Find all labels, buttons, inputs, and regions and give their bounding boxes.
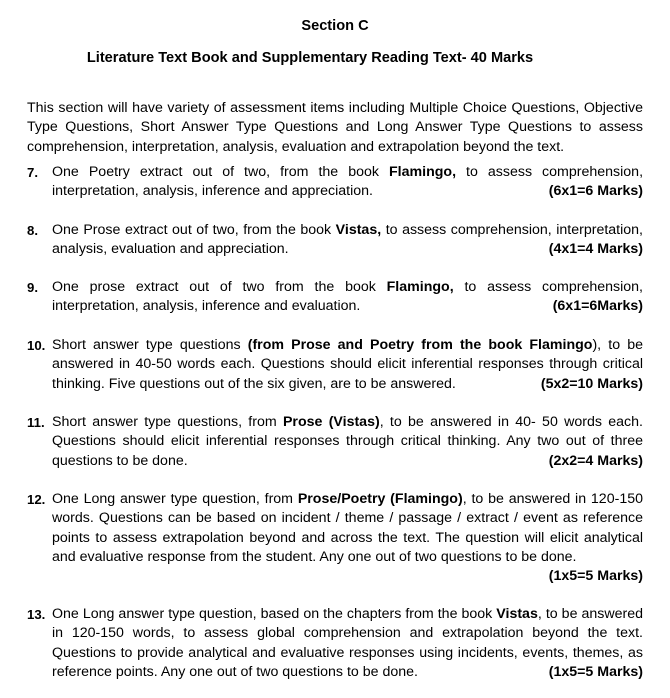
item-number: 8.	[27, 223, 38, 238]
item-text-pre: One Poetry extract out of two, from the book	[52, 164, 390, 180]
item-text	[52, 490, 643, 585]
item-text-pre: One Long answer type question, based on the chapters from the book	[52, 606, 497, 622]
question-item-11	[27, 413, 643, 471]
item-marks: (5x2=10 Marks)	[540, 375, 643, 392]
item-text-bold: Prose/Poetry (Flamingo)	[297, 491, 463, 507]
item-text-bold: (from Prose and Poetry from the book Flamingo	[247, 337, 593, 353]
section-subtitle: Literature Text Book and Supplementary Reading Text- 40 Marks	[86, 50, 534, 66]
item-text-post: to assess comprehension, interpretation, analysis, inference and appreciation.	[52, 164, 644, 200]
item-text-post: , to be answered in 120-150 words. Questions can be based on incident / theme / passage / extract / event as reference points to assess extrapolation beyond and across the text. The question will elicit analytical and evaluative response from the student. Any one out of two questions to be done.	[52, 491, 643, 565]
item-text-bold: Vistas,	[335, 222, 382, 238]
item-number: 9.	[27, 280, 38, 295]
item-text	[52, 605, 643, 682]
item-number: 11.	[27, 415, 45, 430]
item-text	[52, 413, 643, 471]
section-title: Section C	[301, 18, 369, 34]
item-text-pre: Short answer type questions, from	[52, 414, 283, 430]
item-marks: (6x1=6 Marks)	[548, 183, 643, 200]
item-marks: (6x1=6Marks)	[552, 298, 643, 315]
item-marks: (4x1=4 Marks)	[548, 241, 643, 258]
item-number: 12.	[27, 492, 46, 507]
item-text-bold: Flamingo,	[389, 164, 457, 180]
item-text-pre: Short answer type questions	[52, 337, 248, 353]
question-item-8	[27, 221, 643, 260]
item-text-post: to assess comprehension, interpretation, analysis, evaluation and appreciation.	[52, 222, 643, 258]
item-text	[52, 278, 643, 317]
item-text-post: to assess comprehension, interpretation, analysis, inference and evaluation.	[52, 279, 643, 315]
question-item-10	[27, 336, 643, 394]
question-item-7	[27, 163, 643, 202]
item-text	[52, 336, 643, 394]
question-item-9	[27, 278, 643, 317]
item-number: 7.	[27, 165, 38, 180]
item-text-bold: Vistas	[496, 606, 538, 622]
intro-paragraph: This section will have variety of assessment items including Multiple Choice Questions, Objective Type Questions, Short Answer Type Questions and Long Answer Type Questions to assess comprehension, interpretation, analysis, evaluation and extrapolation beyond the text.	[27, 100, 643, 155]
question-item-12	[27, 490, 643, 586]
question-item-13	[27, 605, 643, 682]
item-marks: (2x2=4 Marks)	[548, 452, 643, 469]
item-number: 10.	[27, 338, 46, 353]
item-text-post: , to be answered in 40- 50 words each. Questions should elicit inferential responses through critical thinking. Any two out of three questions to be done.	[52, 414, 643, 469]
item-marks: (1x5=5 Marks)	[548, 663, 643, 680]
item-text-bold: Flamingo,	[386, 279, 454, 295]
item-text-bold: Prose (Vistas)	[282, 414, 380, 430]
item-number: 13.	[27, 607, 46, 622]
item-text	[52, 163, 643, 202]
item-text-pre: One Long answer type question, from	[52, 491, 298, 507]
item-text-post: , to be answered in 120-150 words, to assess global comprehension and extrapolation beyond the text. Questions to provide analytical and evaluative responses using incidents, events, themes, as reference points. Any one out of two questions to be done.	[52, 606, 643, 680]
item-text	[52, 221, 643, 260]
item-marks: (1x5=5 Marks)	[548, 568, 643, 585]
item-text-post: ), to be answered in 40-50 words each. Questions should elicit inferential responses through critical thinking. Five questions out of the six given, are to be answered.	[52, 337, 643, 392]
item-text-pre: One prose extract out of two from the book	[52, 279, 387, 295]
item-text-pre: One Prose extract out of two, from the book	[52, 222, 336, 238]
